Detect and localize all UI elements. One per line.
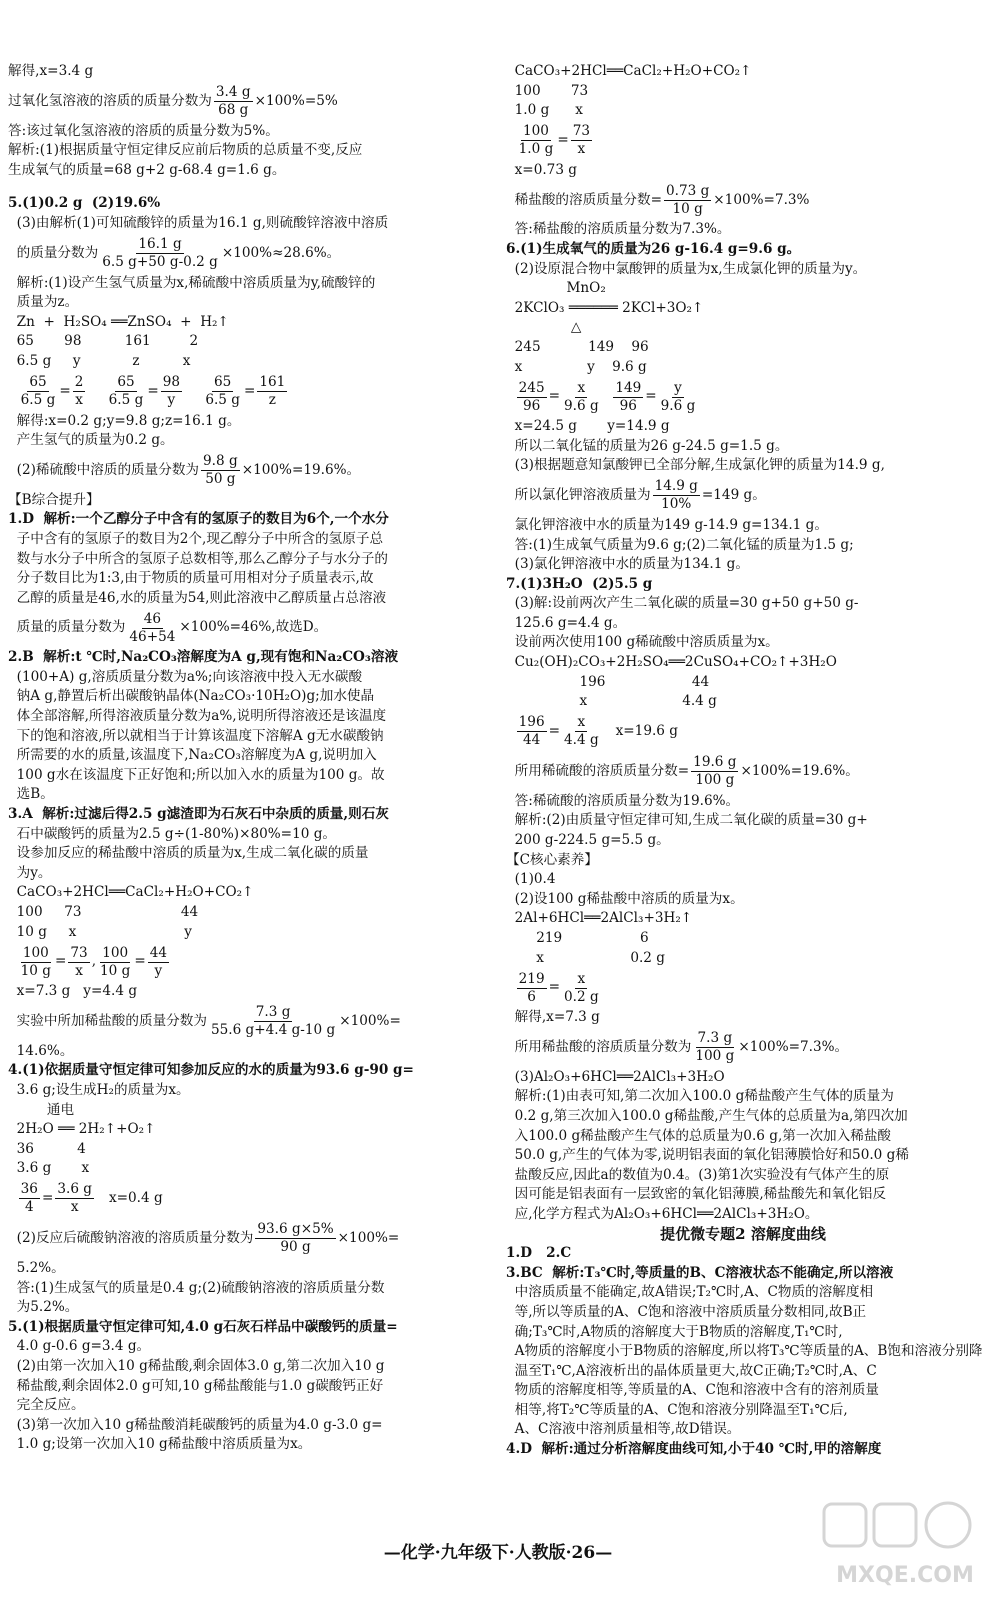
formula-text: 所用稀硫酸的溶质质量分数= xyxy=(506,763,690,780)
spacer xyxy=(8,180,474,194)
text-line: (3)第一次加入10 g稀盐酸消耗碳酸钙的质量为4.0 g-3.0 g= xyxy=(8,1416,383,1433)
fraction-denominator: 68 g xyxy=(218,102,249,119)
fraction-denominator: 100 g xyxy=(695,772,735,789)
formula-line xyxy=(506,121,980,161)
text-line: 盐酸反应,因此a的数值为0.4。(3)第1次实验没有气体产生的原 xyxy=(506,1166,890,1183)
text-line: 6.5 g y z x xyxy=(8,352,191,369)
fraction-denominator: 4.4 g xyxy=(564,732,599,749)
text-line: 答:该过氧化氢溶液的溶质的质量分数为5%。 xyxy=(8,122,279,139)
formula-text xyxy=(8,952,17,972)
text-line: 36 4 xyxy=(8,1140,86,1157)
text-line: 1.0 g;设第一次加入10 g稀盐酸中溶质质量为x。 xyxy=(8,1436,312,1453)
text-line: 解得,x=3.4 g xyxy=(8,63,94,79)
fraction-denominator: 55.6 g+4.4 g-10 g xyxy=(210,1022,336,1039)
fraction-numerator: 3.6 g xyxy=(57,1181,93,1198)
text-line: 因可能是铝表面有一层致密的氧化铝薄膜,稀盐酸先和氧化铝反 xyxy=(506,1186,886,1203)
text-line: 为y。 xyxy=(8,864,52,881)
watermark-logo xyxy=(820,1498,990,1594)
text-line: 6.(1)生成氧气的质量为26 g-16.4 g=9.6 g。 xyxy=(506,240,801,257)
fraction-numerator: 7.3 g xyxy=(255,1004,291,1021)
fraction xyxy=(68,945,89,980)
text-line: 1.D 2.C xyxy=(506,1245,572,1262)
text-line: 3.A 解析:过滤后得2.5 g滤渣即为石灰石中杂质的质量,则石灰 xyxy=(8,806,389,823)
fraction-numerator: 93.6 g×5% xyxy=(257,1221,334,1238)
fraction-numerator: 100 xyxy=(102,944,129,961)
fraction-numerator: 100 xyxy=(523,123,549,140)
text-line: A、C溶液中溶剂质量相等,故D错误。 xyxy=(506,1421,741,1438)
formula-text: ×100%≈28.6%。 xyxy=(221,244,341,261)
formula-text: = xyxy=(557,131,569,148)
text-line: x 4.4 g xyxy=(506,693,717,710)
formula-text: ×100%=19.6%。 xyxy=(740,763,859,780)
text-line: 10 g x y xyxy=(8,923,192,940)
fraction-numerator: 65 xyxy=(29,374,47,391)
fraction xyxy=(613,380,643,415)
text-line: 乙醇的质量是46,水的质量为54,则此溶液中乙醇质量占总溶液 xyxy=(8,589,387,606)
text-line: 2.B 解析:t ℃时,Na₂CO₃溶解度为A g,现有饱和Na₂CO₃溶液 xyxy=(8,649,399,666)
text-line: 2KClO₃ ══════ 2KCl+3O₂↑ xyxy=(506,299,704,316)
text-line: 下的饱和溶液,所以就相当于计算该温度下溶解A g无水碳酸钠 xyxy=(8,727,384,744)
formula-text: = xyxy=(548,979,560,996)
text-line: 入100.0 g稀盐酸产生气体的总质量为0.6 g,第一次加入稀盐酸 xyxy=(506,1127,892,1144)
text-line: 答:(1)生成氧气质量为9.6 g;(2)二氧化锰的质量为1.5 g; xyxy=(506,536,854,553)
text-line: 等,所以等质量的A、C饱和溶液中溶质质量分数相同,故B正 xyxy=(506,1303,867,1320)
fraction-denominator: x xyxy=(75,962,83,979)
formula-text xyxy=(87,382,104,402)
text-line: 4.(1)依据质量守恒定律可知参加反应的水的质量为93.6 g-90 g= xyxy=(8,1062,414,1079)
formula-text: x=0.4 g xyxy=(96,1190,163,1207)
text-line: 温至T₁℃,A溶液析出的晶体质量更大,故C正确;T₂℃时,A、C xyxy=(506,1362,877,1379)
text-line: 解析:(1)根据质量守恒定律反应前后物质的总质量不变,反应 xyxy=(8,142,363,159)
formula-text: = xyxy=(41,1190,54,1207)
text-line: 石中碳酸钙的质量为2.5 g÷(1-80%)×80%=10 g。 xyxy=(8,825,336,842)
fraction xyxy=(127,611,177,646)
text-line: 质量为z。 xyxy=(8,294,79,311)
text-line: x=7.3 g y=4.4 g xyxy=(8,983,138,1000)
left-column xyxy=(8,62,474,1455)
text-line: x=0.73 g xyxy=(506,161,577,178)
fraction-denominator: 100 g xyxy=(695,1048,735,1065)
formula-text xyxy=(506,978,515,998)
fraction-numerator: 44 xyxy=(149,944,168,961)
formula-line xyxy=(506,377,980,417)
text-line: 解析:(1)由表可知,第二次加入100.0 g稀盐酸产生气体的质量为 xyxy=(506,1088,894,1105)
fraction-denominator: 4 xyxy=(24,1199,34,1216)
text-line: 选B。 xyxy=(8,786,54,803)
fraction xyxy=(214,84,253,119)
text-line: x 0.2 g xyxy=(506,949,665,966)
formula-text: ×100%=7.3% xyxy=(713,191,810,208)
formula-line xyxy=(8,234,474,274)
fraction-numerator: 16.1 g xyxy=(138,236,182,253)
text-line: 2H₂O ══ 2H₂↑+O₂↑ xyxy=(8,1121,156,1138)
formula-text: 的质量分数为 xyxy=(8,244,99,261)
text-line: 1.0 g x xyxy=(506,102,583,119)
text-line: 产生氢气的质量为0.2 g。 xyxy=(8,432,174,449)
text-line: 物质的溶解度相等,等质量的A、C饱和溶液中含有的溶剂质量 xyxy=(506,1382,880,1399)
fraction xyxy=(19,1181,40,1216)
text-line: 50.0 g,产生的气体为零,说明铝表面的氧化铝薄膜恰好和50.0 g稀 xyxy=(506,1147,909,1164)
fraction xyxy=(255,1221,335,1256)
fraction-numerator: 36 xyxy=(20,1181,38,1198)
formula-text xyxy=(184,382,201,402)
fraction-numerator: 100 xyxy=(22,944,49,961)
fraction xyxy=(203,374,242,409)
text-line: 稀盐酸,剩余固体2.0 g可知,10 g稀盐酸能与1.0 g碳酸钙正好 xyxy=(8,1377,384,1394)
fraction xyxy=(257,374,287,409)
fraction-numerator: 3.4 g xyxy=(215,84,251,101)
text-line: A物质的溶解度小于B物质的溶解度,所以将T₃℃等质量的A、B饱和溶液分别降 xyxy=(506,1343,983,1360)
text-line: 所以二氧化锰的质量为26 g-24.5 g=1.5 g。 xyxy=(506,437,789,454)
text-line: MnO₂ xyxy=(506,280,606,297)
text-line: 体全部溶解,所得溶液质量分数为a%,说明所得溶液还是该温度 xyxy=(8,708,387,725)
formula-text: 所用稀盐酸的溶质质量分数为 xyxy=(506,1038,692,1055)
fraction xyxy=(517,714,547,749)
formula-line xyxy=(8,608,474,648)
text-line: (100+A) g,溶质质量分数为a%;向该溶液中投入无水碳酸 xyxy=(8,668,363,685)
formula-line xyxy=(8,1219,474,1259)
fraction-numerator: x xyxy=(577,970,586,987)
fraction xyxy=(517,123,556,158)
text-line: 分子数目比为1:3,由于物质的质量可用相对分子质量表示,故 xyxy=(8,570,374,587)
formula-text: , xyxy=(91,953,97,970)
text-line: (2)设原混合物中氯酸钾的质量为x,生成氯化钾的质量为y。 xyxy=(506,260,867,277)
fraction-denominator: x xyxy=(577,141,586,158)
fraction-denominator: y xyxy=(167,392,176,409)
text-line: 确;T₃℃时,A物质的溶解度大于B物质的溶解度,T₁℃时, xyxy=(506,1323,843,1340)
text-line: (3)解:设前两次产生二氧化碳的质量=30 g+50 g+50 g- xyxy=(506,595,859,612)
text-line: 中溶质质量不能确定,故A错误;T₂℃时,A、C物质的溶解度相 xyxy=(506,1284,874,1301)
text-line: 相等,将T₂℃等质量的A、C饱和溶液分别降温至T₁℃后, xyxy=(506,1401,848,1418)
text-line: (2)设100 g稀盐酸中溶质的质量为x。 xyxy=(506,890,744,907)
text-line: (1)0.4 xyxy=(506,871,556,888)
text-line: 设参加反应的稀盐酸中溶质的质量为x,生成二氧化碳的质量 xyxy=(8,845,369,862)
text-line: Cu₂(OH)₂CO₃+2H₂SO₄══2CuSO₄+CO₂↑+3H₂O xyxy=(506,654,837,671)
fraction xyxy=(100,236,220,271)
text-line: 3.6 g x xyxy=(8,1160,90,1177)
fraction-numerator: 73 xyxy=(70,944,88,961)
formula-text: = xyxy=(548,723,560,740)
text-line: 100 73 44 xyxy=(8,904,199,920)
fraction xyxy=(517,380,547,415)
text-line: x=24.5 g y=14.9 g xyxy=(506,418,670,435)
fraction xyxy=(562,714,601,749)
fraction-denominator: 96 xyxy=(522,397,541,414)
formula-text: ×100%=19.6%。 xyxy=(241,461,361,478)
fraction-numerator: 0.73 g xyxy=(665,182,710,199)
text-line: 完全反应。 xyxy=(8,1397,85,1414)
fraction-denominator: 44 xyxy=(522,732,541,749)
formula-line xyxy=(8,82,474,122)
formula-text: ×100%=46%,故选D。 xyxy=(179,619,328,636)
text-line: 生成氧气的质量=68 g+2 g-68.4 g=1.6 g。 xyxy=(8,161,286,178)
fraction-numerator: 65 xyxy=(117,374,135,391)
fraction-denominator: 10 g xyxy=(672,200,703,217)
fraction-denominator: 6 xyxy=(527,988,536,1005)
formula-text xyxy=(8,382,17,402)
fraction-numerator: y xyxy=(674,379,682,396)
fraction-numerator: 245 xyxy=(518,379,545,396)
text-line: 氯化钾溶液中水的质量为149 g-14.9 g=134.1 g。 xyxy=(506,516,828,533)
text-line: 196 44 xyxy=(506,673,710,690)
fraction xyxy=(161,374,182,409)
formula-text: = xyxy=(147,382,159,399)
formula-line xyxy=(8,942,474,982)
fraction xyxy=(19,374,58,409)
fraction-numerator: x xyxy=(577,714,586,731)
section-heading: 提优微专题2 溶解度曲线 xyxy=(660,1224,826,1243)
text-line: △ xyxy=(506,319,582,336)
fraction xyxy=(19,945,53,980)
text-line: 2Al+6HCl══2AlCl₃+3H₂↑ xyxy=(506,910,693,927)
text-line: CaCO₃+2HCl══CaCl₂+H₂O+CO₂↑ xyxy=(8,884,254,901)
text-line: 4.D 解析:通过分析溶解度曲线可知,小于40 ℃时,甲的溶解度 xyxy=(506,1441,882,1458)
fraction-denominator: 6.5 g xyxy=(20,392,56,409)
fraction-denominator: x xyxy=(75,392,83,409)
fraction-denominator: x xyxy=(70,1199,79,1216)
fraction xyxy=(659,380,698,415)
text-line: 5.(1)根据质量守恒定律可知,4.0 g石灰石样品中碳酸钙的质量= xyxy=(8,1318,398,1335)
formula-text: (2)反应后硫酸钠溶液的溶质质量分数为 xyxy=(8,1230,254,1247)
right-column xyxy=(506,62,983,1460)
formula-line xyxy=(8,1002,474,1042)
fraction xyxy=(209,1004,337,1039)
fraction xyxy=(562,971,601,1006)
page-footer: —化学·九年级下·人教版·26— xyxy=(383,1543,613,1563)
fraction-numerator: 73 xyxy=(572,123,591,140)
formula-text: 过氧化氢溶液的溶质的质量分数为 xyxy=(8,92,212,109)
fraction xyxy=(693,1030,736,1065)
text-line: 245 149 96 xyxy=(506,338,649,355)
fraction-denominator: 9.6 g xyxy=(660,397,696,414)
formula-line xyxy=(8,451,474,491)
text-line: 【C核心素养】 xyxy=(506,851,598,868)
formula-text: x=19.6 g xyxy=(602,723,678,740)
fraction-numerator: 65 xyxy=(213,374,232,391)
text-line: x y 9.6 g xyxy=(506,358,647,375)
text-line: (3)氯化钾溶液中水的质量为134.1 g。 xyxy=(506,556,749,573)
text-line: (3)由解析(1)可知硫酸锌的质量为16.1 g,则硫酸锌溶液中溶质 xyxy=(8,214,389,231)
formula-text: 质量的质量分数为 xyxy=(8,619,126,636)
fraction-denominator: 6.5 g xyxy=(108,392,144,409)
text-line: 1.D 解析:一个乙醇分子中含有的氢原子的数目为6个,一个水分 xyxy=(8,511,389,528)
fraction xyxy=(562,380,601,415)
text-line: (3)Al₂O₃+6HCl══2AlCl₃+3H₂O xyxy=(506,1068,725,1085)
text-line: 解得:x=0.2 g;y=9.8 g;z=16.1 g。 xyxy=(8,412,241,429)
text-line: 设前两次使用100 g稀硫酸中溶质质量为x。 xyxy=(506,634,779,651)
text-line: 答:稀盐酸的溶质质量分数为7.3%。 xyxy=(506,221,731,238)
formula-line xyxy=(506,476,980,516)
fraction-denominator: 50 g xyxy=(205,471,236,488)
text-line: 4.0 g-0.6 g=3.4 g。 xyxy=(8,1338,151,1355)
formula-text: = xyxy=(59,382,71,399)
formula-line xyxy=(506,968,980,1008)
formula-text: ×100%=5% xyxy=(254,92,338,109)
formula-text: 稀盐酸的溶质质量分数= xyxy=(506,191,662,208)
formula-line xyxy=(506,712,980,752)
text-line: 为5.2%。 xyxy=(8,1299,79,1316)
formula-text: 实验中所加稀盐酸的质量分数为 xyxy=(8,1012,207,1029)
text-line: 3.6 g;设生成H₂的质量为x。 xyxy=(8,1081,190,1098)
formula-text xyxy=(506,722,515,742)
svg-text:MXQE.COM: MXQE.COM xyxy=(836,1563,974,1588)
text-line: 5.(1)0.2 g (2)19.6% xyxy=(8,195,161,212)
text-line: 0.2 g,第三次加入100.0 g稀盐酸,产生气体的总质量为a,第四次加 xyxy=(506,1107,908,1124)
text-line: 答:(1)生成氢气的质量是0.4 g;(2)硫酸钠溶液的溶质质量分数 xyxy=(8,1279,385,1296)
fraction-numerator: 9.8 g xyxy=(203,453,238,470)
formula-text: ×100%= xyxy=(339,1012,401,1029)
text-line: Zn + H₂SO₄ ══ZnSO₄ + H₂↑ xyxy=(8,313,229,330)
formula-text xyxy=(506,131,515,151)
fraction-denominator: 6.5 g+50 g-0.2 g xyxy=(102,254,218,271)
formula-text: = xyxy=(548,388,560,405)
text-line: 解得,x=7.3 g xyxy=(506,1009,600,1026)
fraction-numerator: 19.6 g xyxy=(693,754,737,771)
formula-text: =149 g。 xyxy=(701,487,766,504)
fraction-numerator: 7.3 g xyxy=(697,1030,733,1047)
fraction xyxy=(691,754,738,789)
formula-line xyxy=(506,1028,980,1068)
fraction xyxy=(517,971,547,1006)
fraction xyxy=(571,123,592,158)
fraction-numerator: 219 xyxy=(518,970,545,987)
text-line: 14.6%。 xyxy=(8,1042,74,1059)
fraction-numerator: 2 xyxy=(74,374,84,391)
text-line: 100 g水在该温度下正好饱和;所以加入水的质量为100 g。故 xyxy=(8,766,385,783)
text-line: 100 73 xyxy=(506,82,589,99)
text-line: 219 6 xyxy=(506,930,649,946)
fraction xyxy=(653,478,700,513)
text-line: 答:稀硫酸的溶质质量分数为19.6%。 xyxy=(506,792,740,809)
fraction-denominator: 96 xyxy=(619,397,637,414)
text-line: 解析:(1)设产生氢气质量为x,稀硫酸中溶质质量为y,硫酸锌的 xyxy=(8,274,376,291)
fraction-denominator: 90 g xyxy=(280,1239,311,1256)
text-line: 65 98 161 2 xyxy=(8,333,199,350)
text-line: 3.BC 解析:T₃℃时,等质量的B、C溶液状态不能确定,所以溶液 xyxy=(506,1264,894,1281)
fraction-numerator: 149 xyxy=(615,379,642,396)
fraction xyxy=(73,374,86,409)
fraction-numerator: 98 xyxy=(162,374,181,391)
fraction-denominator: 46+54 xyxy=(129,628,176,645)
fraction-denominator: 0.2 g xyxy=(564,988,599,1005)
formula-line xyxy=(8,372,474,412)
fraction-numerator: 161 xyxy=(259,374,286,391)
formula-line xyxy=(506,180,980,220)
formula-text: = xyxy=(54,953,67,970)
fraction-denominator: 6.5 g xyxy=(205,392,240,409)
formula-text xyxy=(8,1189,17,1209)
fraction xyxy=(98,945,132,980)
formula-text: ×100%= xyxy=(337,1230,400,1247)
formula-text: = xyxy=(134,953,146,970)
text-line: 数与水分子中所含的氢原子总数相等,那么乙醇分子与水分子的 xyxy=(8,550,388,567)
formula-text: 所以氯化钾溶液质量为 xyxy=(506,487,651,504)
fraction xyxy=(148,945,169,980)
fraction xyxy=(55,1181,94,1216)
text-line: 解析:(2)由质量守恒定律可知,生成二氧化碳的质量=30 g+ xyxy=(506,812,868,829)
fraction-numerator: 14.9 g xyxy=(654,478,698,495)
text-line: 5.2%。 xyxy=(8,1259,65,1276)
formula-text: = xyxy=(243,382,256,399)
formula-text: (2)稀硫酸中溶质的质量分数为 xyxy=(8,461,200,478)
text-line: CaCO₃+2HCl══CaCl₂+H₂O+CO₂↑ xyxy=(506,63,752,79)
text-line: 应,化学方程式为Al₂O₃+6HCl══2AlCl₃+3H₂O。 xyxy=(506,1205,819,1222)
fraction xyxy=(107,374,146,409)
text-line: 子中含有的氢原子的数目为2个,现乙醇分子中所含的氢原子总 xyxy=(8,530,384,547)
fraction-numerator: x xyxy=(577,379,586,396)
text-line: 所需要的水的质量,该温度下,Na₂CO₃溶解度为A g,说明加入 xyxy=(8,747,377,764)
formula-text xyxy=(603,387,612,407)
formula-text xyxy=(506,387,515,407)
text-line: 【B综合提升】 xyxy=(8,491,100,508)
fraction-denominator: z xyxy=(268,392,276,409)
text-line: (3)根据题意知氯酸钾已全部分解,生成氯化钾的质量为14.9 g, xyxy=(506,457,885,474)
text-line: 钠A g,静置后析出碳酸钠晶体(Na₂CO₃·10H₂O)g;加水使晶 xyxy=(8,688,375,705)
fraction-denominator: y xyxy=(154,962,163,979)
fraction-denominator: 1.0 g xyxy=(518,141,554,158)
fraction-numerator: 46 xyxy=(143,610,162,627)
fraction xyxy=(201,453,240,488)
fraction-numerator: 196 xyxy=(518,714,545,731)
formula-text: ×100%=7.3%。 xyxy=(738,1038,849,1055)
formula-text: = xyxy=(645,388,657,405)
fraction-denominator: 10% xyxy=(661,496,692,513)
formula-line xyxy=(506,752,980,792)
text-line: 7.(1)3H₂O (2)5.5 g xyxy=(506,575,653,592)
text-line: (2)由第一次加入10 g稀盐酸,剩余固体3.0 g,第二次加入10 g xyxy=(8,1357,385,1374)
formula-line xyxy=(8,1179,474,1219)
fraction xyxy=(664,183,711,218)
text-line: 125.6 g=4.4 g。 xyxy=(506,614,627,631)
text-line: 通电 xyxy=(8,1101,75,1118)
fraction-denominator: 10 g xyxy=(20,962,51,979)
fraction-denominator: 10 g xyxy=(100,962,131,979)
fraction-denominator: 9.6 g xyxy=(564,397,599,414)
text-line: 200 g-224.5 g=5.5 g。 xyxy=(506,832,670,849)
